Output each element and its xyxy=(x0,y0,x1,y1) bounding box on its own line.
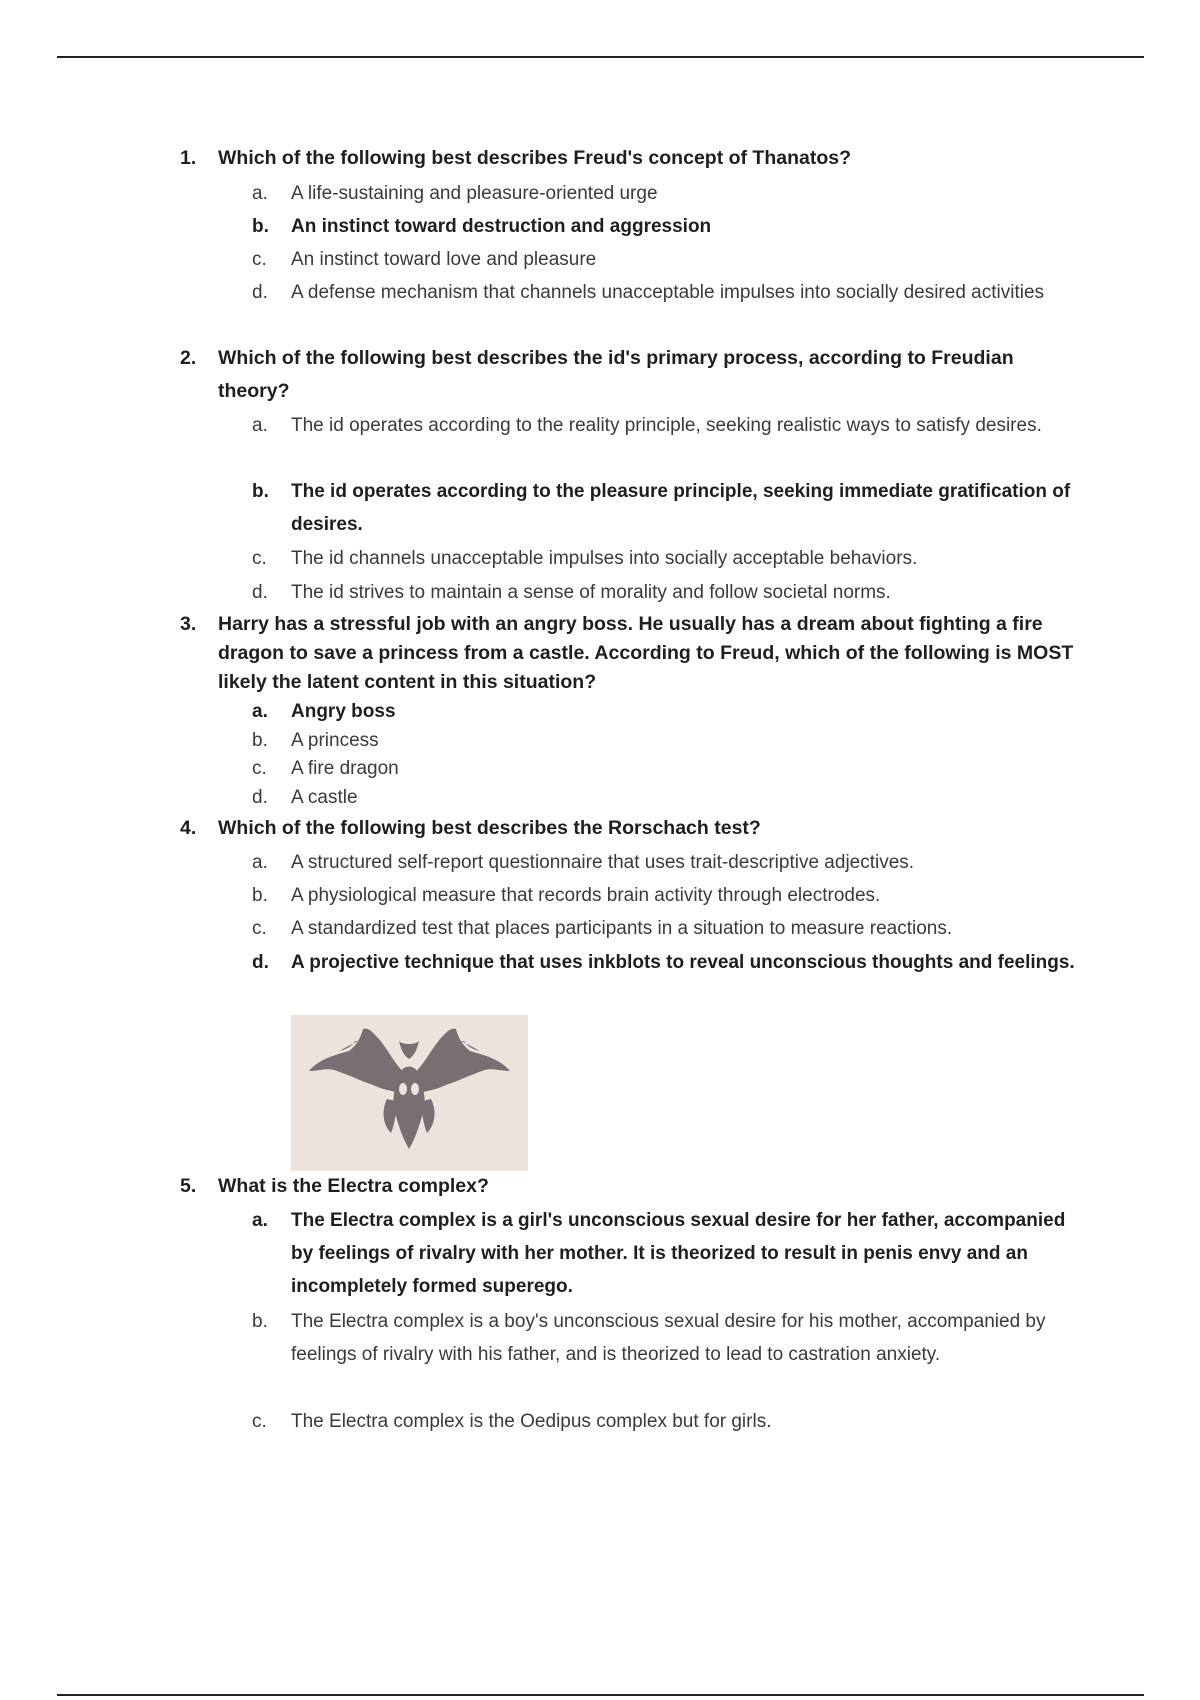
option-letter: d. xyxy=(252,582,268,603)
option-3a-correct xyxy=(252,698,1082,726)
option-3b xyxy=(252,727,1082,755)
option-text: The id channels unacceptable impulses into socially acceptable behaviors. xyxy=(291,548,918,569)
option-text: A princess xyxy=(291,730,379,751)
question-text: Which of the following best describes the Rorschach test? xyxy=(218,817,761,839)
option-2b-correct xyxy=(252,475,1082,541)
option-letter: c. xyxy=(252,249,267,270)
option-text: A defense mechanism that channels unacceptable impulses into socially desired activities xyxy=(291,282,1045,303)
bottom-rule xyxy=(57,1694,1144,1696)
option-letter: d. xyxy=(252,952,269,973)
option-letter: c. xyxy=(252,758,267,779)
option-letter: a. xyxy=(252,1210,268,1231)
option-5b xyxy=(252,1305,1082,1371)
question-number: 3. xyxy=(180,613,197,635)
question-text: What is the Electra complex? xyxy=(218,1175,489,1197)
option-text: The id operates according to the pleasure principle, seeking immediate gratification of desires. xyxy=(291,481,1071,535)
option-letter: c. xyxy=(252,1411,267,1432)
option-2d xyxy=(252,576,1082,609)
option-letter: b. xyxy=(252,885,268,906)
option-2c xyxy=(252,542,1082,575)
option-1c xyxy=(252,243,1082,276)
option-letter: a. xyxy=(252,183,268,204)
option-4b xyxy=(252,879,1082,912)
top-rule xyxy=(57,56,1144,58)
option-4a xyxy=(252,846,1082,879)
option-text: A standardized test that places participants in a situation to measure reactions. xyxy=(291,918,953,939)
question-text: Which of the following best describes the id's primary process, according to Freudian theory? xyxy=(218,347,1014,402)
option-letter: a. xyxy=(252,701,268,722)
question-3 xyxy=(180,610,1080,697)
option-letter: b. xyxy=(252,481,269,502)
option-1b-correct xyxy=(252,210,1082,243)
question-5 xyxy=(180,1170,1080,1203)
option-5a-correct xyxy=(252,1204,1082,1303)
question-text: Harry has a stressful job with an angry boss. He usually has a dream about fighting a fire dragon to save a princess from a castle. According to Freud, which of the following is MOST likely the latent content in this situation? xyxy=(218,613,1074,693)
option-text: A projective technique that uses inkblots to reveal unconscious thoughts and feelings. xyxy=(291,952,1075,973)
option-letter: b. xyxy=(252,216,269,237)
option-text: A fire dragon xyxy=(291,758,399,779)
question-1 xyxy=(180,142,1080,175)
question-number: 4. xyxy=(180,817,197,839)
option-text: A physiological measure that records brain activity through electrodes. xyxy=(291,885,881,906)
option-text: The Electra complex is the Oedipus complex but for girls. xyxy=(291,1411,772,1432)
option-1d xyxy=(252,276,1082,309)
option-4d-correct xyxy=(252,946,1082,979)
option-4c xyxy=(252,912,1082,945)
inkblot-icon xyxy=(291,1015,528,1171)
option-3d xyxy=(252,784,1082,812)
option-text: The Electra complex is a boy's unconscious sexual desire for his mother, accompanied by feelings of rivalry with his father, and is theorized to lead to castration anxiety. xyxy=(291,1311,1046,1365)
question-2 xyxy=(180,342,1080,408)
option-text: A structured self-report questionnaire that uses trait-descriptive adjectives. xyxy=(291,852,915,873)
option-letter: c. xyxy=(252,548,267,569)
question-4 xyxy=(180,812,1080,845)
option-letter: a. xyxy=(252,415,268,436)
rorschach-inkblot-image xyxy=(291,1015,528,1171)
question-number: 1. xyxy=(180,147,197,169)
option-letter: c. xyxy=(252,918,267,939)
option-text: The id operates according to the reality principle, seeking realistic ways to satisfy desires. xyxy=(291,415,1042,436)
option-text: The id strives to maintain a sense of morality and follow societal norms. xyxy=(291,582,891,603)
option-letter: a. xyxy=(252,852,268,873)
option-1a xyxy=(252,177,1082,210)
option-text: The Electra complex is a girl's unconscious sexual desire for her father, accompanied by feelings of rivalry with her mother. It is theorized to result in penis envy and an incompletely formed superego. xyxy=(291,1210,1066,1297)
option-5c xyxy=(252,1405,1082,1438)
option-letter: d. xyxy=(252,282,268,303)
option-text: A castle xyxy=(291,787,358,808)
option-letter: b. xyxy=(252,1311,268,1332)
option-letter: d. xyxy=(252,787,268,808)
question-text: Which of the following best describes Freud's concept of Thanatos? xyxy=(218,147,852,169)
option-2a xyxy=(252,409,1082,442)
option-text: A life-sustaining and pleasure-oriented urge xyxy=(291,183,658,204)
option-text: Angry boss xyxy=(291,701,396,722)
option-letter: b. xyxy=(252,730,268,751)
option-3c xyxy=(252,755,1082,783)
option-text: An instinct toward destruction and aggression xyxy=(291,216,712,237)
question-number: 5. xyxy=(180,1175,197,1197)
question-number: 2. xyxy=(180,347,197,369)
option-text: An instinct toward love and pleasure xyxy=(291,249,597,270)
